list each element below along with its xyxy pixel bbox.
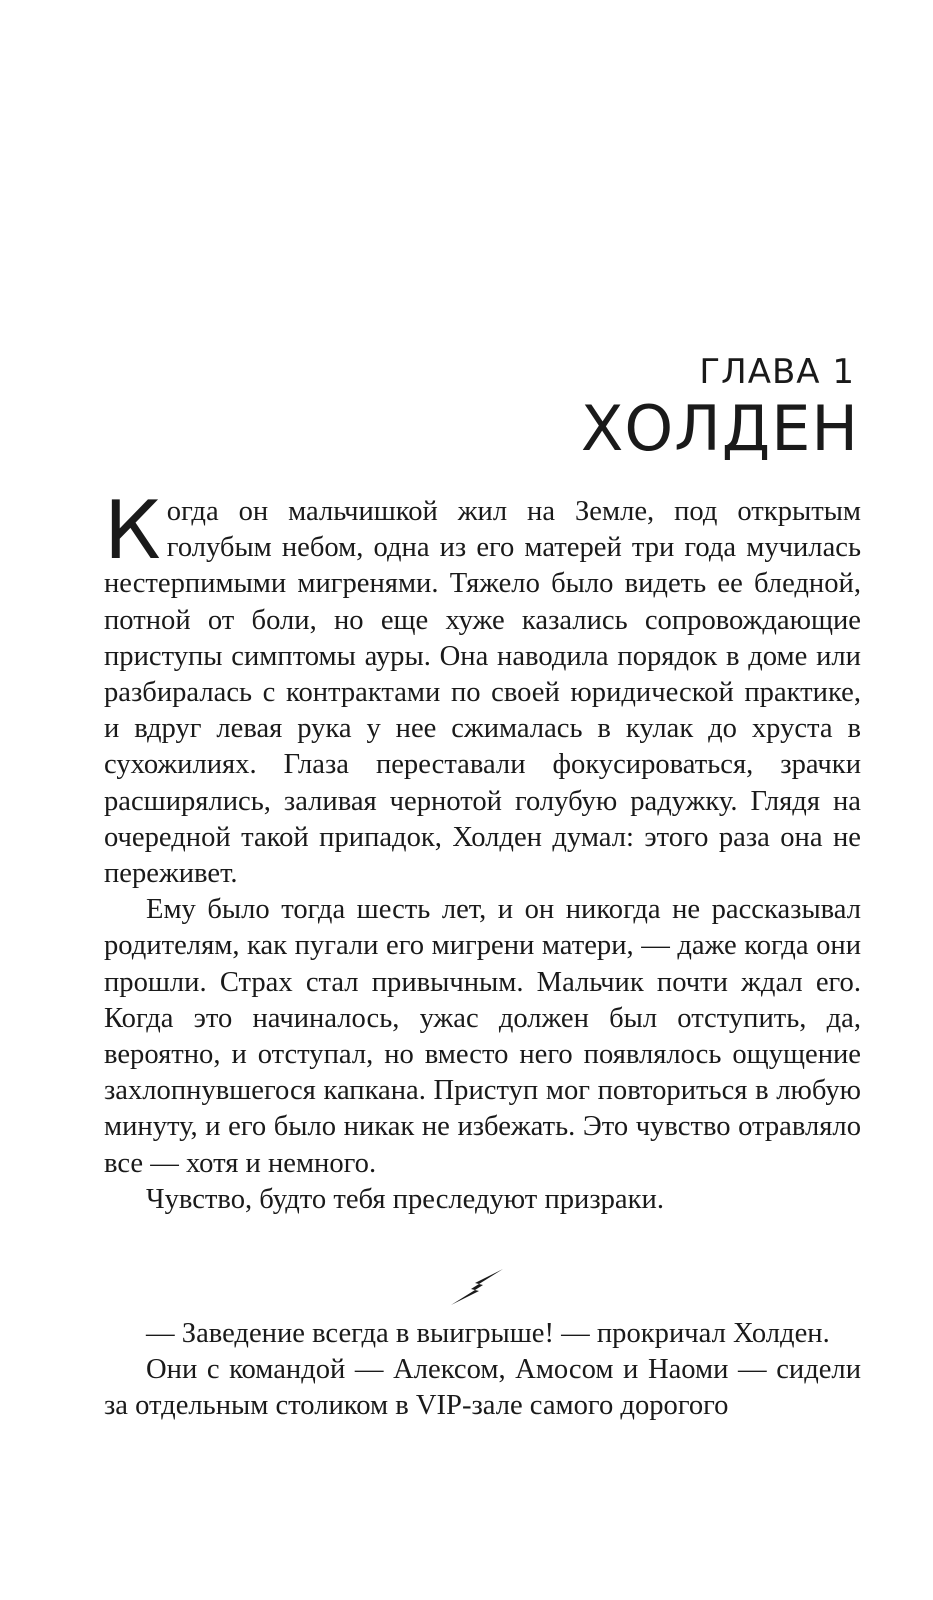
paragraph-3: Чувство, будто тебя преследуют призраки. [146, 1183, 664, 1215]
paragraph-5: Они с командой — Алексом, Амосом и Наоми — сидели за отдельным столиком в VIP-зале самого дорогого [104, 1354, 861, 1422]
second-section [104, 1316, 861, 1425]
paragraph-4: — Заведение всегда в выигрыше! — прокричал Холден. [146, 1318, 830, 1349]
chapter-opening-section [104, 484, 861, 1218]
paragraph-1 [104, 484, 861, 892]
paragraph-2: Ему было тогда шесть лет, и он никогда не рассказывал родителям, как пугали его мигрени матери, — даже когда они прошли. Страх стал привычным. Мальчик почти ждал его. Когда это начиналось, ужас должен был отступить, да, вероятно, и отступал, но вместо него появлялось ощущение захлопнувшегося капкана. Приступ мог повториться в любую минуту, и его было никак не избежать. Это чувство отравляло все — хотя и немного. [104, 894, 861, 1179]
paragraph-1-text: огда он мальчишкой жил на Земле, под открытым голубым небом, одна из его матерей три года мучилась нестерпимыми мигренями. Тяжело было видеть ее бледной, потной от боли, но еще хуже казались сопровождающие приступы симптомы ауры. Она наводила порядок в доме или разбиралась с контрактами по своей юридической практике, и вдруг левая рука у нее сжималась в кулак до хруста в сухожилиях. Глаза переставали фокусироваться, зрачки расширялись, заливая чернотой голубую радужку. Глядя на очередной такой припадок, Холден думал: этого раза она не переживет. [104, 496, 861, 890]
chapter-number: ГЛАВА 1 [699, 352, 855, 392]
chapter-title: ХОЛДЕН [580, 392, 859, 465]
section-break-ornament-icon [447, 1265, 507, 1309]
drop-cap: К [104, 484, 161, 577]
